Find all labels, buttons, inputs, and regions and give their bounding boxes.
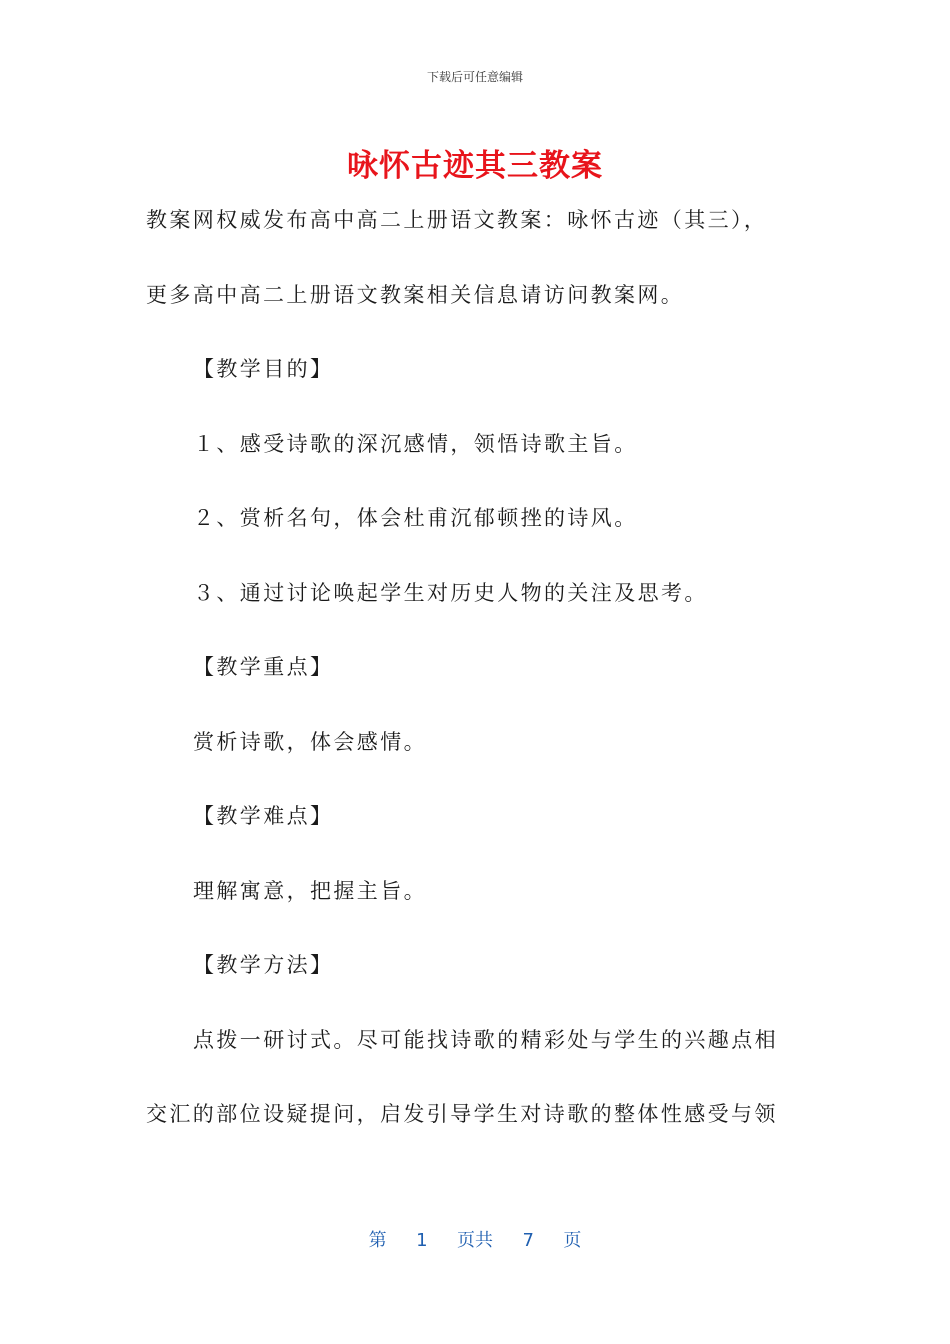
footer-page-prefix: 第: [368, 1230, 387, 1251]
method-text-line-1: 点拨一研讨式。尽可能找诗歌的精彩处与学生的兴趣点相: [193, 1028, 778, 1052]
page-footer: [0, 1226, 950, 1252]
section-heading-difficulty: 【教学难点】: [193, 804, 334, 828]
section-heading-objectives: 【教学目的】: [193, 357, 334, 381]
section-heading-focus: 【教学重点】: [193, 655, 334, 679]
focus-text: 赏析诗歌，体会感情。: [193, 730, 427, 754]
footer-page-middle: 页共: [457, 1230, 493, 1251]
objective-item-2: ２、赏析名句，体会杜甫沉郁顿挫的诗风。: [193, 506, 638, 530]
intro-line-1: 教案网权威发布高中高二上册语文教案：咏怀古迹（其三），: [146, 208, 768, 232]
footer-page-suffix: 页: [563, 1230, 582, 1251]
objective-item-1: １、感受诗歌的深沉感情，领悟诗歌主旨。: [193, 432, 638, 456]
footer-page-total: 7: [522, 1230, 534, 1251]
method-text-line-2: 交汇的部位设疑提问，启发引导学生对诗歌的整体性感受与领: [146, 1102, 778, 1126]
header-note: 下载后可任意编辑: [426, 70, 523, 84]
intro-line-2: 更多高中高二上册语文教案相关信息请访问教案网。: [146, 283, 685, 307]
objective-item-3: ３、通过讨论唤起学生对历史人物的关注及思考。: [193, 581, 708, 605]
document-title: 咏怀古迹其三教案: [347, 148, 603, 184]
difficulty-text: 理解寓意，把握主旨。: [193, 879, 427, 903]
section-heading-method: 【教学方法】: [193, 953, 334, 977]
footer-page-number: 1: [416, 1230, 428, 1251]
